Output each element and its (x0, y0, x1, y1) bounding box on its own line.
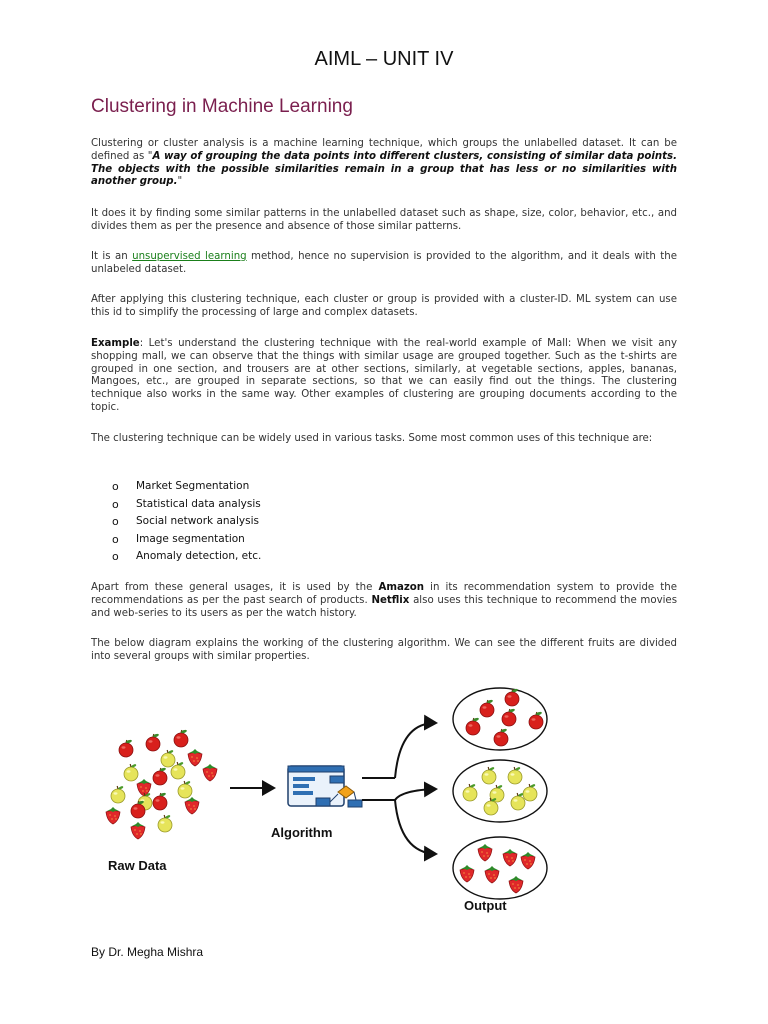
unsupervised-learning-link[interactable]: unsupervised learning (132, 251, 247, 262)
raw-data-label: Raw Data (108, 858, 167, 873)
raw-data-fruits (106, 729, 217, 839)
apple-icon (153, 767, 167, 785)
list-item-text: Statistical data analysis (136, 497, 261, 510)
usage-text-b: in its recommendation system to provide the recommendations as per the past search of products. (91, 582, 678, 606)
strawberry-icon (106, 807, 120, 824)
paragraph-cluster-id: After applying this clustering technique, each cluster or group is provided with a cluster-ID. ML system can use this id to simplify the processing of large and complex datasets. (91, 294, 677, 318)
paragraph-diagram-intro: The below diagram explains the working of the clustering algorithm. We can see the different fruits are divided into several groups with similar properties. (91, 638, 677, 662)
example-text: : Let's understand the clustering technique with the real-world example of Mall: When we visit any shopping mall, we can observe that the things with similar usage are grouped together. Such as the t-shirts are grouped in one section, and trousers are at other sections, similarly, at vegetable sections, apples, bananas, Mangoes, etc., are grouped in separate sections, so that we can easily find out the things. The clustering technique also works in the same way. Other examples of clustering are grouping documents according to the topic. (91, 338, 677, 413)
definition-quote: A way of grouping the data points into different clusters, consisting of similar data points. The objects with the possible similarities remain in a group that has less or no similarities with another group. (91, 150, 677, 188)
paragraph-patterns: It does it by finding some similar patterns in the unlabelled dataset such as shape, size, color, behavior, etc., and divides them as per the presence and absence of those similar patterns. (91, 208, 677, 232)
bullet-marker: o (112, 550, 119, 564)
algorithm-icon (288, 766, 362, 807)
definition-intro: Clustering or cluster analysis is a machine learning technique, which groups the unlabelled dataset. It can be defined as " (91, 138, 677, 162)
strawberry-icon (188, 749, 202, 766)
netflix-label: Netflix (371, 594, 410, 606)
apple-icon (153, 792, 167, 810)
paragraph-uses-intro: The clustering technique can be widely used in various tasks. Some most common uses of this technique are: (91, 433, 653, 444)
list-item-text: Market Segmentation (136, 480, 250, 492)
strawberry-cluster (453, 837, 547, 899)
strawberry-icon (131, 822, 145, 839)
output-label: Output (464, 898, 507, 913)
list-item-text: Social network analysis (136, 515, 259, 528)
bullet-marker: o (112, 497, 119, 511)
pear-icon (158, 815, 172, 832)
apple-cluster (453, 688, 547, 750)
document-title: AIML – UNIT IV (314, 48, 454, 70)
output-arrows (362, 723, 436, 854)
strawberry-icon (185, 797, 199, 814)
pear-icon (111, 786, 125, 803)
pear-icon (178, 781, 192, 798)
usage-text-c: also uses this technique to recommend the movies and web-series to its users as per the watch history. (91, 594, 678, 619)
list-item-text: Anomaly detection, etc. (136, 550, 262, 563)
author-footer: By Dr. Megha Mishra (91, 945, 204, 959)
apple-icon (131, 800, 145, 818)
apple-icon (174, 729, 188, 747)
pear-cluster (453, 760, 547, 822)
bullet-marker: o (112, 515, 119, 529)
unsupervised-intro: It is an (91, 251, 133, 262)
amazon-label: Amazon (378, 582, 425, 593)
apple-icon (146, 733, 160, 751)
bullet-marker: o (112, 532, 119, 546)
list-item-text: Image segmentation (136, 532, 245, 545)
usage-text-a: Apart from these general usages, it is used by the (91, 582, 379, 593)
pear-icon (161, 750, 175, 767)
example-label: Example (91, 338, 140, 349)
algorithm-label: Algorithm (271, 825, 333, 840)
unsupervised-rest: method, hence no supervision is provided to the algorithm, and it deals with the unlabeled dataset. (91, 251, 677, 275)
strawberry-icon (203, 764, 217, 781)
section-heading: Clustering in Machine Learning (91, 96, 353, 117)
apple-icon (119, 739, 133, 757)
bullet-marker: o (112, 480, 119, 493)
pear-icon (124, 764, 138, 781)
definition-close: " (177, 176, 183, 188)
